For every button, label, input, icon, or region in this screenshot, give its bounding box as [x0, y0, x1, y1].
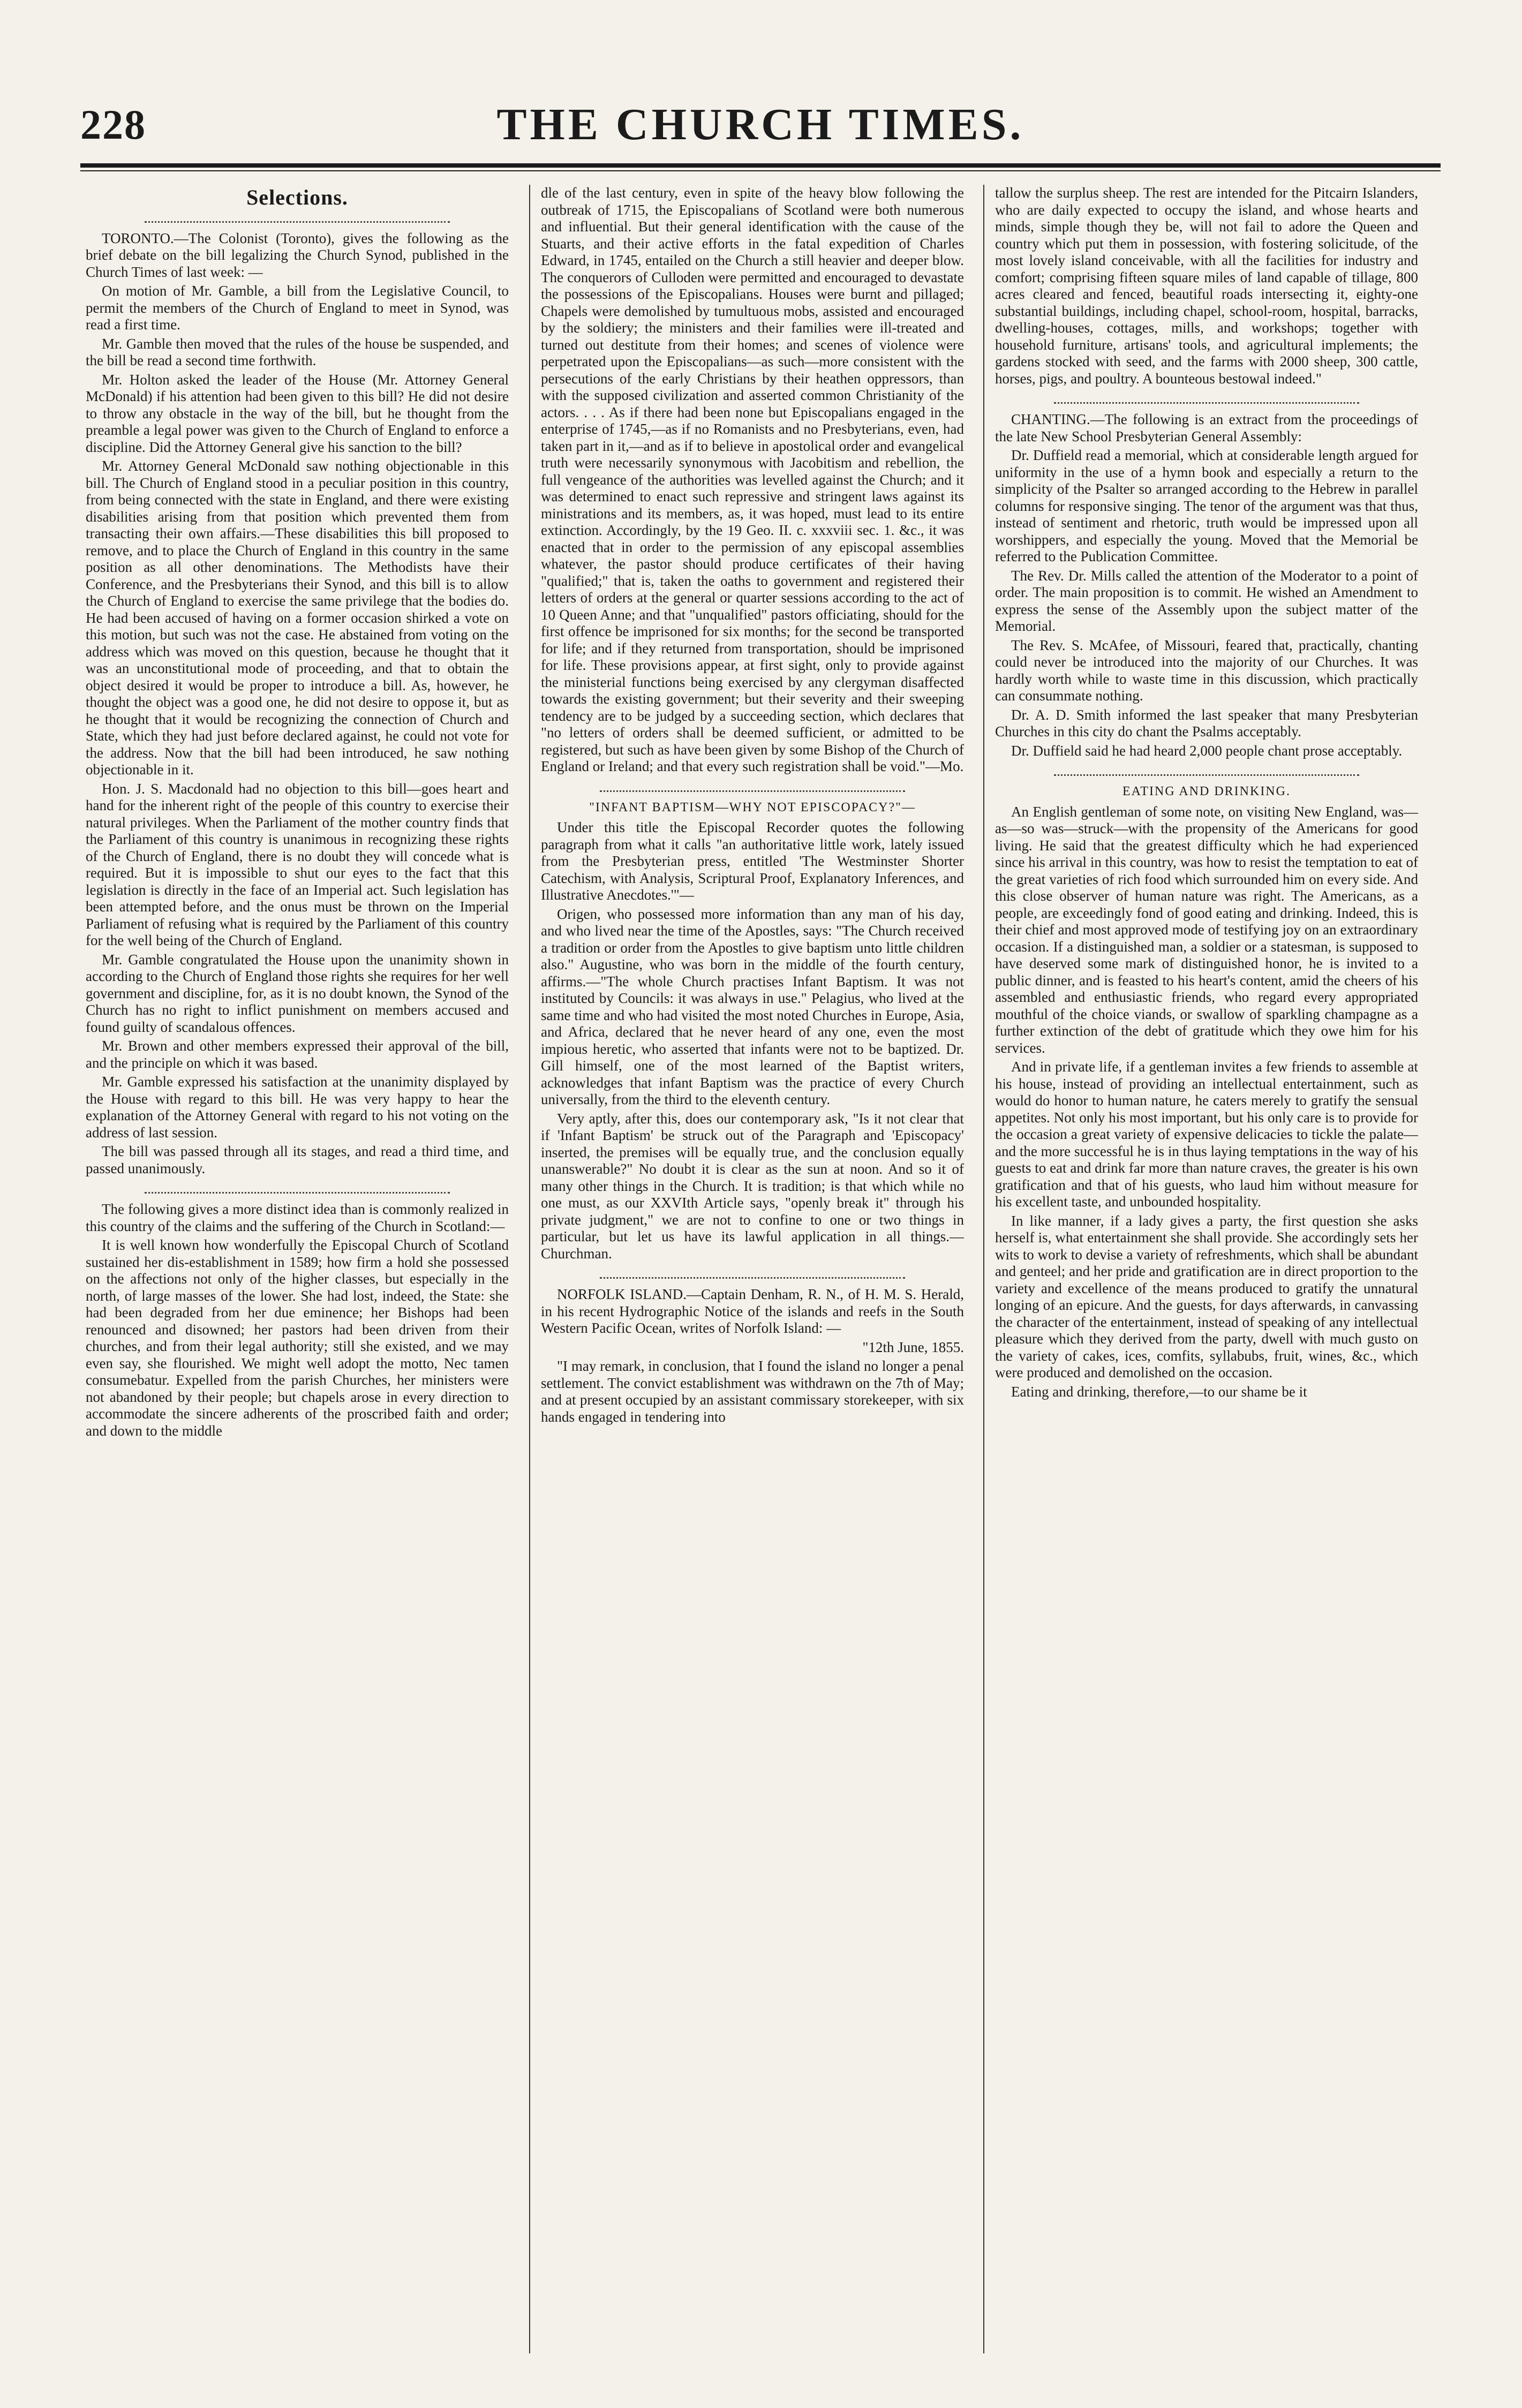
paragraph: Mr. Attorney General McDonald saw nothing objectionable in this bill. The Church of England stood in a peculiar position in this country, from being connected with the state in England, and there were existing disabilities arising from that position which prevented them from transacting their own affairs.—These disabilities this bill proposed to remove, and to place the Church of England in this country in the same position as all other denominations. The Methodists have their Conference, and the Presbyterians their Synod, and this bill is to allow the Church of England to exercise the same privilege that the bodies do. He had been accused of having on a former occasion shirked a vote on this motion, but such was not the case. He abstained from voting on the address which was moved on this question, because he thought that it was an unconstitutional mode of proceeding, and that to obtain the object desired it would be proper to introduce a bill. As, however, he thought the object was a good one, he did not desire to oppose it, but as he thought that it would be recognizing the connection of Church and State, which they had just before declared against, he could not vote for the address. Now that the bill had been introduced, he saw nothing objectionable in it.: [86, 458, 509, 777]
paragraph: Origen, who possessed more information than any man of his day, and who lived near the time of the Apostles, says: "The Church received a tradition or order from the Apostles to give baptism unto little children also." Augustine, who was born in the middle of the fourth century, affirms.—"The whole Church practises Infant Baptism. It was not instituted by Councils: it was always in use." Pelagius, who lived at the same time and who had visited the most noted Churches in Europe, Asia, and Africa, declared that he never heard of any one, even the most impious heretic, who asserted that infants were not to be baptized. Dr. Gill himself, one of the most learned of the Baptist writers, acknowledges that infant Baptism was the practice of every Church universally, from the third to the eleventh century.: [541, 905, 964, 1107]
ornament-divider: [145, 1184, 450, 1194]
paragraph: On motion of Mr. Gamble, a bill from the Legislative Council, to permit the members of the Church of England to meet in Synod, was read a first time.: [86, 283, 509, 333]
header-rule-thin: [80, 170, 1441, 171]
ornament-divider: [145, 214, 450, 223]
section-title-selections: Selections.: [246, 185, 348, 209]
article-norfolk-island: NORFOLK ISLAND.—Captain Denham, R. N., of H. M. S. Herald, in his recent Hydrographic Notice of the islands and reefs in the South Western Pacific Ocean, writes of Norfolk Island: —: [541, 1286, 964, 1336]
paragraph: Mr. Brown and other members expressed their approval of the bill, and the principle on which it was based.: [86, 1038, 509, 1071]
paragraph: Mr. Gamble then moved that the rules of the house be suspended, and the bill be read a second time forthwith.: [86, 335, 509, 368]
paragraph: The bill was passed through all its stages, and read a third time, and passed unanimously.: [86, 1143, 509, 1176]
column-3: [995, 185, 1418, 2353]
paragraph: The following gives a more distinct idea than is commonly realized in this country of the claims and the suffering of the Church in Scotland:—: [86, 1201, 509, 1234]
ornament-divider: [1054, 767, 1359, 776]
paragraph: Dr. Duffield said he had heard 2,000 people chant prose acceptably.: [1011, 742, 1403, 759]
paragraph: "I may remark, in conclusion, that I found the island no longer a penal settlement. The convict establishment was withdrawn on the 7th of May; and at present occupied by an assistant commissary storekeeper, with six hands engaged in tendering into: [541, 1358, 964, 1425]
ornament-divider: [1054, 395, 1359, 404]
paragraph: Very aptly, after this, does our contemporary ask, "Is it not clear that if 'Infant Baptism' be struck out of the Paragraph and 'Episcopacy' inserted, the premises will be equally true, and the conclusion equally unanswerable?" No doubt it is clear as the sun at noon. And so it of many other things in the Church. It is tradition; is that which while no one must, as our XXVIth Article says, "openly break it" through his private judgment," we are not to confine to one or two things in particular, but let us have its lawful application in all things.—Churchman.: [541, 1110, 964, 1262]
paragraph: Mr. Gamble congratulated the House upon the unanimity shown in according to the Church of England those rights she requires for her well government and discipline, for, as it is no doubt known, the Synod of the Church has no right to inflict punishment on members accused and found guilty of scandalous offences.: [86, 951, 509, 1035]
article-toronto-intro: TORONTO.—The Colonist (Toronto), gives the following as the brief debate on the bill legalizing the Church Synod, published in the Church Times of last week: —: [86, 230, 509, 280]
ornament-divider: [600, 1270, 905, 1279]
column-1: [86, 185, 509, 2353]
paragraph: Dr. A. D. Smith informed the last speaker that many Presbyterian Churches in this city do chant the Psalms acceptably.: [995, 706, 1418, 739]
masthead-title: THE CHURCH TIMES.: [496, 100, 1024, 149]
dateline: "12th June, 1855.: [862, 1339, 964, 1355]
paragraph: And in private life, if a gentleman invites a few friends to assemble at his house, instead of providing an intellectual entertainment, such as would do honor to human nature, he caters merely to gratify the sensual appetites. Not only his most important, but his only care is to provide for the occasion a great variety of expensive delicacies to tickle the palate—and the more successful he is in thus laying temptations in the way of his guests to eat and drink far more than nature craves, the greater is his own gratification and that of his guests, who laud him without measure for his excellent taste, and unbounded hospitality.: [995, 1059, 1418, 1210]
column-2: [541, 185, 964, 2353]
paragraph: Eating and drinking, therefore,—to our shame be it: [1011, 1383, 1307, 1400]
paragraph: Mr. Holton asked the leader of the House (Mr. Attorney General McDonald) if his attention had been given to this bill? He did not desire to throw any obstacle in the way of the bill, but he thought from the preamble a legal power was given to the Church of England to enforce a discipline. Did the Attorney General give his sanction to the bill?: [86, 371, 509, 455]
paragraph: tallow the surplus sheep. The rest are intended for the Pitcairn Islanders, who are daily expected to occupy the island, and whose hearts and minds, simple though they be, will not fail to adore the Queen and country which put them in possession, with fostering solicitude, of the most lovely island conceivable, with all the facilities for industry and comfort; comprising fifteen square miles of land capable of tillage, 800 acres cleared and fenced, beautiful roads intersecting it, eighty-one substantial buildings, including chapel, school-room, hospital, barracks, dwelling-houses, cottages, mills, and workshops; together with household furniture, artisans' tools, and agricultural implements; the gardens stocked with seed, and the farms with 2000 sheep, 300 cattle, horses, pigs, and poultry. A bounteous bestowal indeed.": [995, 185, 1418, 387]
paragraph: The Rev. Dr. Mills called the attention of the Moderator to a point of order. The main proposition is to commit. He wished an Amendment to express the sense of the Assembly upon the subject matter of the Memorial.: [995, 567, 1418, 634]
paragraph: The Rev. S. McAfee, of Missouri, feared that, practically, chanting could never be introduced into the majority of our Churches. It was hardly worth while to waste time in this discussion, which practically can consummate nothing.: [995, 637, 1418, 704]
header-rule-thick: [80, 163, 1441, 168]
ornament-divider: [600, 783, 905, 792]
headline-eating-drinking: EATING AND DRINKING.: [1122, 784, 1291, 798]
column-divider-2: [983, 185, 984, 2353]
page-header: [80, 95, 1441, 160]
paragraph: Under this title the Episcopal Recorder quotes the following paragraph from what it calls "an authoritative little work, lately issued from the Presbyterian press, entitled 'The Westminster Shorter Catechism, with Analysis, Scriptural Proof, Explanatory Inferences, and Illustrative Anecdotes.'"—: [541, 819, 964, 903]
paragraph: It is well known how wonderfully the Episcopal Church of Scotland sustained her dis-establishment in 1589; how firm a hold she possessed on the affections not only of the higher classes, but especially in the north, of large masses of the lower. She had lost, indeed, the State: she had been degraded from her due eminence; her Bishops had been renounced and disowned; her pastors had been driven from their churches, and from their legal authority; still she existed, and we may even say, she flourished. We might well adopt the motto, Nec tamen consumebatur. Expelled from the parish Churches, her ministers were not abandoned by their people; but chapels arose in every direction to accommodate the sincere adherents of the proscribed faith and order; and down to the middle: [86, 1237, 509, 1439]
paragraph: Hon. J. S. Macdonald had no objection to this bill—goes heart and hand for the inherent right of the people of this country to exercise their natural privileges. When the Parliament of the mother country finds that the Parliament of this country is unanimous in recognizing these rights of the Church of England, there is no doubt they will concede what is required. But it is impossible to shut our eyes to the fact that this legislation is directly in the face of an Imperial act. Such legislation has been attempted before, and the onus must be thrown on the Imperial Parliament of refusing what is required by the Parliament of this country for the well being of the Church of England.: [86, 780, 509, 948]
article-chanting: CHANTING.—The following is an extract from the proceedings of the late New School Presbyterian General Assembly:: [995, 411, 1418, 444]
headline-infant-baptism: "INFANT BAPTISM—WHY NOT EPISCOPACY?"—: [589, 800, 916, 814]
paragraph: An English gentleman of some note, on visiting New England, was—as—so was—struck—with the propensity of the Americans for good living. He said that the greatest difficulty which he had experienced since his arrival in this country, was how to resist the temptation to eat of the great varieties of rich food which surrounded him on every side. And this close observer of human nature was right. The Americans, as a people, are exceedingly fond of good eating and drinking. Indeed, this is their chief and most approved mode of testifying joy on an extraordinary occasion. If a distinguished man, a soldier or a statesman, is supposed to have deserved some mark of distinguished honor, he is invited to a public dinner, and is feasted to his heart's content, amid the cheers of his assembled and enthusiastic friends, who regard every appropriated mouthful of the choice viands, or swallow of sparkling champagne as a further extinction of the debt of gratitude which they owe him for his services.: [995, 803, 1418, 1056]
page-number: 228: [80, 101, 146, 148]
paragraph: Dr. Duffield read a memorial, which at considerable length argued for uniformity in the use of a hymn book and especially a return to the simplicity of the Psalter so arranged according to the Hebrew in parallel columns for responsive singing. The tenor of the argument was that thus, instead of sentiment and rhetoric, truth would be impressed upon all worshippers, and especially the young. Moved that the Memorial be referred to the Publication Committee.: [995, 447, 1418, 564]
paragraph: Mr. Gamble expressed his satisfaction at the unanimity displayed by the House with regard to this bill. He was very happy to hear the explanation of the Attorney General with regard to his not voting on the address of last session.: [86, 1074, 509, 1141]
paragraph: In like manner, if a lady gives a party, the first question she asks herself is, what entertainment she shall provide. She accordingly sets her wits to work to devise a variety of refreshments, which shall be abundant and genteel; and her pride and gratification are in direct proportion to the variety and excellence of the means produced to gratify the unnatural longing of an epicure. And the guests, for days afterwards, in canvassing the character of the entertainment, instead of speaking of any intellectual pleasure which they derived from the party, dwell with much gusto on the variety of cakes, ices, comfits, syllabubs, fruit, wines, &c., which were produced and demolished on the occasion.: [995, 1212, 1418, 1380]
column-divider-1: [529, 185, 530, 2353]
paragraph: dle of the last century, even in spite of the heavy blow following the outbreak of 1715, the Episcopalians of Scotland were both numerous and influential. But their general identification with the cause of the Stuarts, and their active efforts in the fatal expedition of Charles Edward, in 1745, entailed on the Church a still heavier and deeper blow. The conquerors of Culloden were permitted and encouraged to devastate the possessions of the Episcopalians. Houses were burnt and pillaged; Chapels were demolished by tumultuous mobs, assisted and encouraged by the soldiery; the ministers and their families were ill-treated and turned out destitute from their homes; and scenes of violence were perpetrated upon the Episcopalians—as such—more consistent with the persecutions of the early Christians by their heathen oppressors, than with the supposed civilization and asserted common Christianity of the actors. . . . As if there had been none but Episcopalians engaged in the enterprise of 1745,—as if no Romanists and no Presbyterians, even, had taken part in it,—and as if to believe in apostolical order and evangelical truth were necessarily synonymous with Jacobitism and rebellion, the full vengeance of the authorities was levelled against the Church; and it was determined to enact such repressive and stringent laws against its ministrations and its members, as, it was hoped, must lead to its entire extinction. Accordingly, by the 19 Geo. II. c. xxxviii sec. 1. &c., it was enacted that in order to the permission of any episcopal assemblies whatever, the pastor should produce certificates of their having "qualified;" that is, taken the oaths to government and registered their letters of orders at the general or quarter sessions according to the act of 10 Queen Anne; and that "unqualified" pastors officiating, should for the first offence be imprisoned for six months; for the second be transported for life; and if they returned from transportation, should be imprisoned for life. These provisions appear, at first sight, only to provide against the ministerial functions being exercised by any clergyman disaffected towards the existing government; but their severity and their sweeping tendency are to be judged by a succeeding section, which declares that "no letters of orders shall be deemed sufficient, or admitted to be registered, but such as have been given by some Bishop of the Church of England or Ireland; and that every such registration shall be void."—Mo.: [541, 185, 964, 774]
